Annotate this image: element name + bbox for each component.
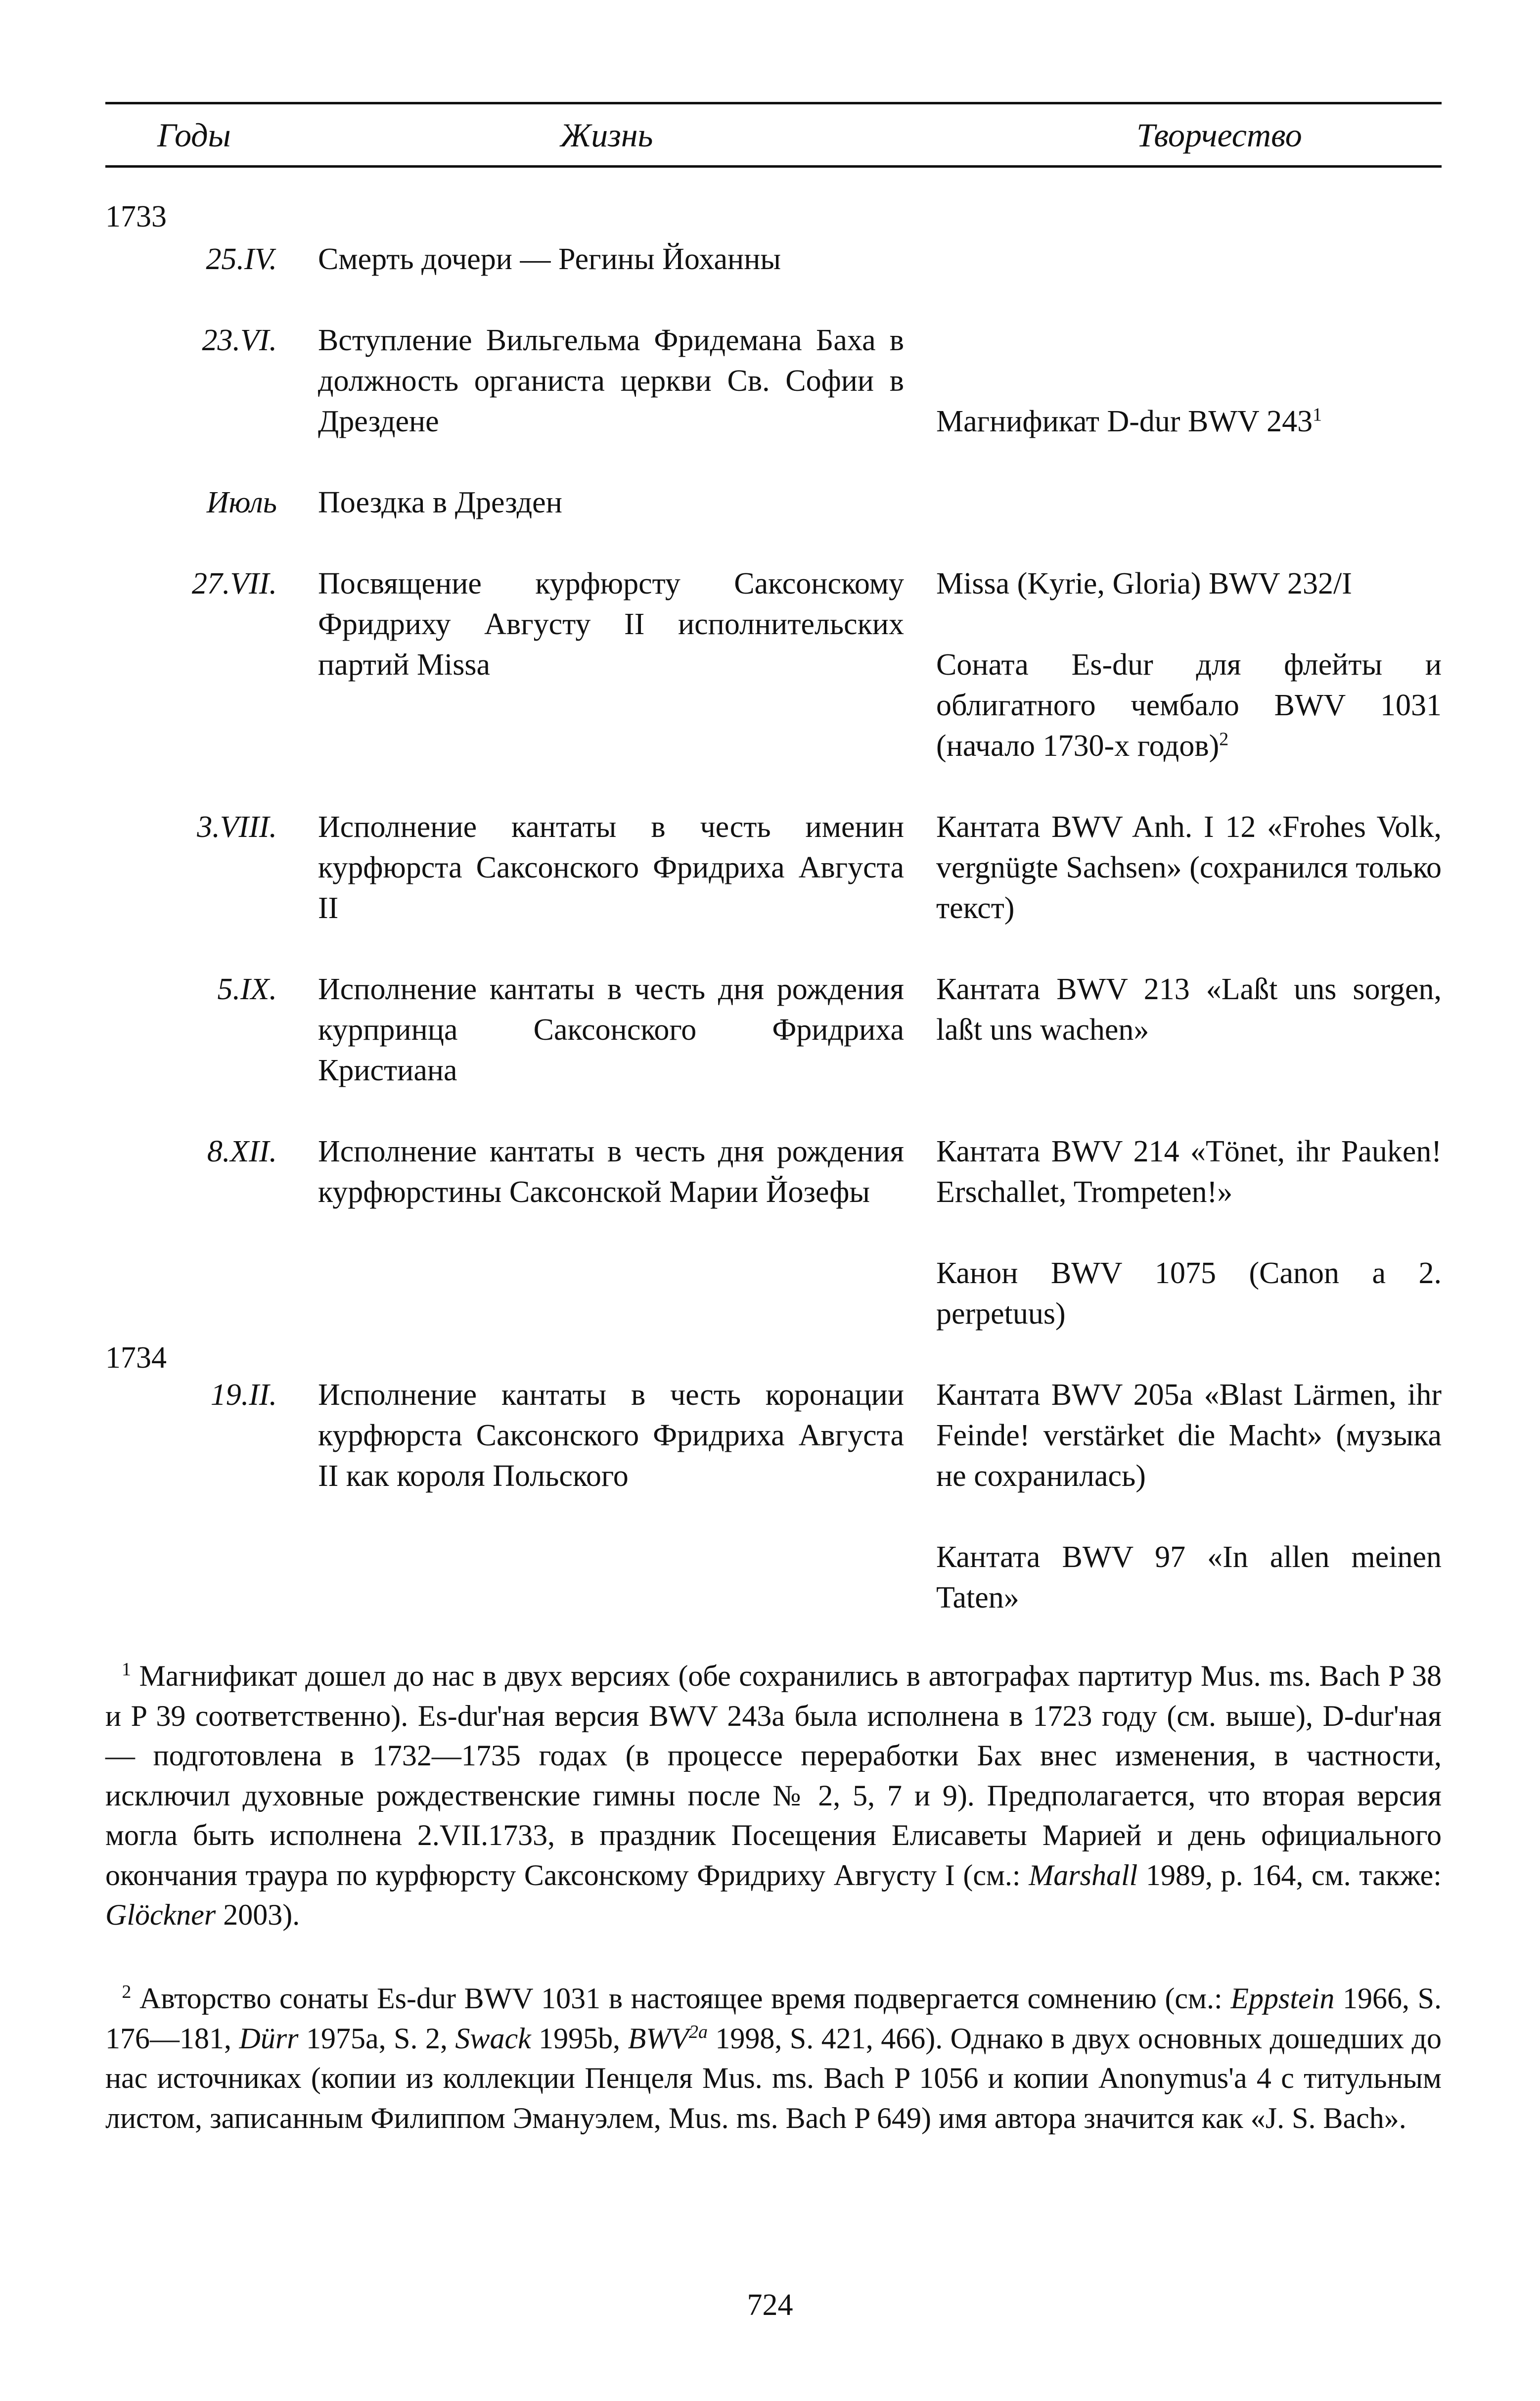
header-works: Творчество: [1136, 116, 1302, 154]
life-entry: Исполнение кантаты в честь дня рождения курфюрстины Саксонской Марии Йозефы: [318, 1135, 904, 1209]
date-entry: 3.VIII.: [197, 810, 277, 844]
footnote-text: Авторство сонаты Es-dur BWV 1031 в настоящее время подвергается сомнению (см.:: [139, 1982, 1231, 2015]
footnote-citation: Dürr: [239, 2022, 299, 2055]
date-entry: Июль: [206, 486, 277, 519]
footnote-mark: 2: [122, 1982, 132, 2002]
life-entry: Исполнение кантаты в честь именин курфюрста Саксонского Фридриха Августа II: [318, 810, 904, 925]
footnote-2: [105, 1979, 1442, 2138]
footnote-ref: 2: [1219, 729, 1229, 750]
life-entry: Посвящение курфюрсту Саксонскому Фридриху Августу II исполнительских партий Missa: [318, 567, 904, 682]
works-entry: Кантата BWV 205а «Blast Lärmen, ihr Feinde! verstärket die Macht» (музыка не сохранилась): [936, 1378, 1442, 1493]
footnote-text: 1975a, S. 2,: [298, 2022, 455, 2055]
header-years: Годы: [157, 116, 231, 154]
footnote-text: Магнификат дошел до нас в двух версиях (обе сохранились в автографах партитур Mus. ms. Bach P 38 и P 39 соответственно). Es-dur'ная версия BWV 243a была исполнена в 1723 году (см. выше), D-dur'ная — подготовлена в 1732—1735 годах (в процессе переработки Бах внес изменения, в частности, исключил духовные рождественские гимны после № 2, 5, 7 и 9). Предполагается, что вторая версия могла быть исполнена 2.VII.1733, в праздник Посещения Елисаветы Марией и день официального окончания траура по курфюрсту Саксонскому Фридриху Августу I (см.:: [105, 1660, 1442, 1892]
footnote-text: 1998, S. 421, 466). Однако в двух основных дошедших до нас источниках (копии из коллекции Пенцеля Mus. ms. Bach P 1056 и копии Anonymus'a 4 с титульным листом, записанным Филиппом Эмануэлем, Mus. ms. Bach P 649) имя автора значится как «J. S. Bach».: [105, 2022, 1442, 2134]
footnote-citation: BWV: [628, 2022, 689, 2055]
life-entry: Исполнение кантаты в честь коронации курфюрста Саксонского Фридриха Августа II как короля Польского: [318, 1378, 904, 1493]
footnote-citation-sup: 2a: [688, 2021, 708, 2042]
page-number: 724: [747, 2288, 793, 2322]
life-entry: Исполнение кантаты в честь дня рождения курпринца Саксонского Фридриха Кристиана: [318, 972, 904, 1087]
date-entry: 19.II.: [210, 1378, 277, 1412]
year-1733: 1733: [105, 200, 167, 233]
life-entry: Вступление Вильгельма Фридемана Баха в должность органиста церкви Св. Софии в Дрездене: [318, 323, 904, 438]
works-entry: [936, 645, 1442, 766]
footnote-mark: 1: [121, 1659, 131, 1680]
works-entry: Кантата BWV Anh. I 12 «Frohes Volk, vergnügte Sachsen» (сохранился только текст): [936, 810, 1442, 925]
date-entry: 23.VI.: [202, 323, 277, 357]
date-entry: 27.VII.: [191, 567, 277, 600]
footnote-text: 1966, S. 176—181,: [105, 1982, 1442, 2055]
footnote-text: 1989, p. 164, см. также:: [1137, 1858, 1442, 1892]
footnote-1: [105, 1656, 1442, 1935]
works-entry-text: Магнификат D-dur BWV 243: [936, 405, 1313, 438]
life-entry: Поездка в Дрезден: [318, 486, 562, 519]
header-life: Жизнь: [560, 116, 653, 154]
header-bottom-rule: [105, 165, 1442, 168]
date-entry: 8.XII.: [207, 1135, 277, 1168]
works-entry: Кантата BWV 97 «In allen meinen Taten»: [936, 1540, 1442, 1615]
date-entry: 5.IX.: [217, 972, 277, 1006]
footnote-text: 1995b,: [531, 2022, 628, 2055]
footnote-citation: Marshall: [1029, 1858, 1138, 1892]
footnote-citation: Swack: [455, 2022, 531, 2055]
date-entry: 25.IV.: [206, 242, 277, 276]
life-entry: Смерть дочери — Регины Йоханны: [318, 242, 781, 276]
footnote-ref: 1: [1313, 404, 1322, 425]
works-entry: Кантата BWV 214 «Tönet, ihr Pauken! Erschallet, Trompeten!»: [936, 1135, 1442, 1209]
year-1734: 1734: [105, 1341, 167, 1375]
works-entry-text: Соната Es-dur для флейты и облигатного чембало BWV 1031 (начало 1730-х годов): [936, 648, 1442, 763]
header-top-rule: [105, 102, 1442, 104]
works-entry: Канон BWV 1075 (Canon a 2. perpetuus): [936, 1256, 1442, 1331]
footnote-citation: Glöckner: [105, 1898, 216, 1931]
works-entry: Кантата BWV 213 «Laßt uns sorgen, laßt uns wachen»: [936, 972, 1442, 1047]
footnote-text: 2003).: [216, 1898, 300, 1931]
works-entry: [936, 401, 1442, 442]
works-entry: Missa (Kyrie, Gloria) BWV 232/I: [936, 567, 1352, 600]
footnote-citation: Eppstein: [1230, 1982, 1335, 2015]
